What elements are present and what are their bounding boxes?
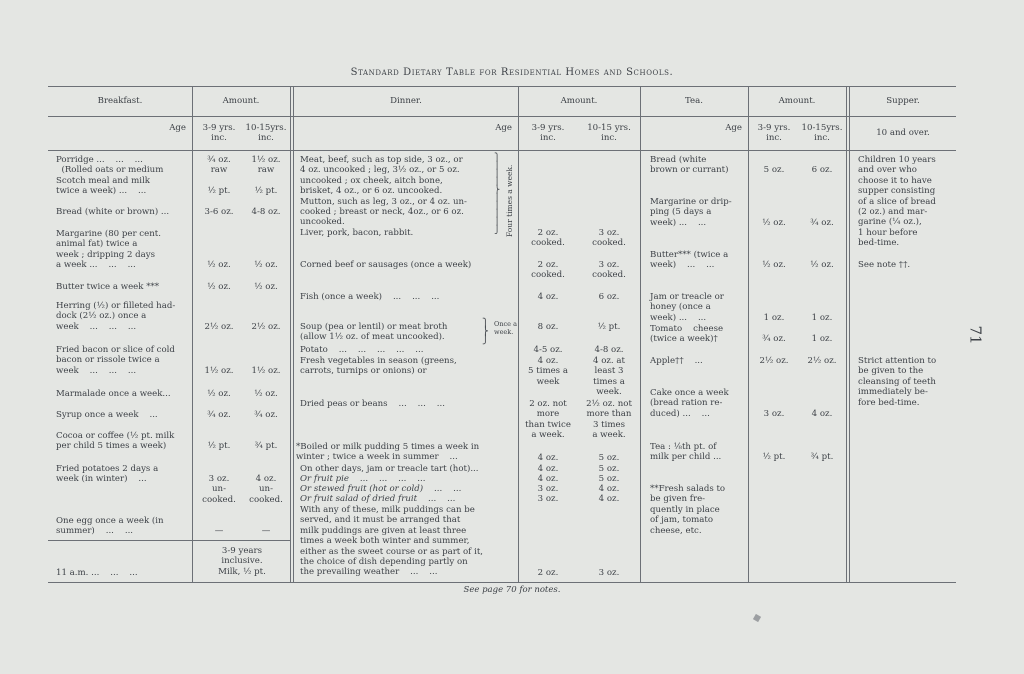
tea-milk-amount-b: ¾ pt.	[810, 452, 834, 462]
supper-teeth: Strict attention to be given to the cleansing of teeth immediately be- fore bed-time.	[858, 356, 937, 408]
header-rule	[48, 116, 956, 117]
breakfast-margarine-amount-b: ½ oz.	[254, 260, 278, 270]
tea-bread-amount-a: 5 oz.	[763, 165, 785, 175]
col-rule	[846, 86, 847, 582]
age-label-2: Age	[495, 123, 512, 133]
dinner-fish-amount-a: 4 oz.	[537, 292, 559, 302]
col-rule	[640, 86, 641, 582]
dinner-veg-amount-a: 4 oz. 5 times a week	[528, 356, 568, 387]
dinner-fish-amount-b: 6 oz.	[598, 292, 620, 302]
age-label-1: Age	[169, 123, 186, 133]
breakfast-herring: Herring (½) or filleted had- dock (2½ oz.) once a week ... ... ...	[56, 301, 176, 332]
dinner-note-amount-a: 2 oz.	[537, 568, 559, 578]
dinner-note-amount-b: 3 oz.	[598, 568, 620, 578]
breakfast-butter-amount-a: ½ oz.	[207, 282, 231, 292]
age-3-9-1: 3-9 yrs. inc.	[202, 123, 236, 144]
tea-bread-amount-b: 6 oz.	[811, 165, 833, 175]
dinner-soup-amount-a: 8 oz.	[537, 322, 559, 332]
dinner-liver: Liver, pork, bacon, rabbit.	[300, 228, 414, 238]
dinner-note: With any of these, milk puddings can be served, and it must be arranged that milk puddings are given at least three times a week both winter and summer, either as the sweet course or as part of it, the choice of dish depending partly on the prevailing weather ... ...	[300, 505, 484, 578]
tea-tomato-amount-a: ¾ oz.	[762, 334, 786, 344]
eleven-rule	[48, 540, 290, 541]
breakfast-bread: Bread (white or brown) ...	[56, 207, 170, 217]
breakfast-eleven-amount: 3-9 years inclusive. Milk, ½ pt.	[218, 546, 266, 577]
soup-brace: ⎫ ⎬ ⎭	[482, 319, 489, 345]
tea-apple-amount-a: 2½ oz.	[759, 356, 789, 366]
age-10-15-1: 10-15yrs. inc.	[245, 123, 287, 144]
breakfast-cocoa-amount-a: ½ pt.	[207, 441, 231, 451]
breakfast-bread-amount-b: 4-8 oz.	[251, 207, 281, 217]
header-tea: Tea.	[684, 96, 703, 106]
page-number: 71	[966, 325, 985, 345]
dinner-corned-amount-a: 2 oz. cooked.	[531, 260, 565, 281]
breakfast-syrup-amount-a: ¾ oz.	[207, 410, 231, 420]
breakfast-syrup: Syrup once a week ...	[56, 410, 158, 420]
dinner-jam-tart: On other days, jam or treacle tart (hot)...	[300, 464, 479, 474]
dinner-salad: Or fruit salad of dried fruit ... ...	[300, 494, 456, 504]
tea-tomato-amount-b: 1 oz.	[811, 334, 833, 344]
table-top-rule	[48, 86, 956, 87]
dinner-salad-amount-a: 3 oz.	[537, 494, 559, 504]
header-dinner: Dinner.	[390, 96, 422, 106]
breakfast-potatoes-amount-a: 3 oz. un- cooked.	[202, 474, 236, 505]
breakfast-egg-amount-b: —	[261, 526, 271, 536]
ink-mark	[753, 614, 761, 622]
once-week-note: Once a week.	[494, 320, 517, 336]
breakfast-porridge-amount-a: ¾ oz. raw ½ pt.	[207, 155, 231, 197]
breakfast-margarine-amount-a: ½ oz.	[207, 260, 231, 270]
dinner-potato-amount-a: 4-5 oz.	[533, 345, 563, 355]
col-rule	[518, 86, 519, 582]
footer-note: See page 70 for notes.	[463, 585, 561, 595]
tea-butter: Butter*** (twice a week) ... ...	[650, 250, 729, 271]
dinner-veg: Fresh vegetables in season (greens, carrots, turnips or onions) or	[300, 356, 457, 377]
breakfast-eleven: 11 a.m. ... ... ...	[56, 568, 138, 578]
header-supper: Supper.	[886, 96, 920, 106]
dinner-stewed-amount-a: 3 oz.	[537, 484, 559, 494]
dinner-potato-amount-b: 4-8 oz.	[594, 345, 624, 355]
age-3-9-3: 3-9 yrs. inc.	[757, 123, 791, 144]
dinner-corned: Corned beef or sausages (once a week)	[300, 260, 472, 270]
tea-milk-amount-a: ½ pt.	[762, 452, 786, 462]
dinner-jam-amount-b: 5 oz.	[598, 464, 620, 474]
breakfast-butter: Butter twice a week ***	[56, 282, 160, 292]
dinner-pudding-amount-a: 4 oz.	[537, 453, 559, 463]
dinner-corned-amount-b: 3 oz. cooked.	[592, 260, 626, 281]
dinner-fish: Fish (once a week) ... ... ...	[300, 292, 440, 302]
dinner-soup: Soup (pea or lentil) or meat broth (allow 1½ oz. of meat uncooked).	[300, 322, 448, 343]
tea-cake-amount-b: 4 oz.	[811, 409, 833, 419]
table-bottom-rule	[48, 582, 956, 583]
tea-margarine-amount-b: ¾ oz.	[810, 218, 834, 228]
tea-butter-amount-a: ½ oz.	[762, 260, 786, 270]
dinner-veg-amount-b: 4 oz. at least 3 times a week.	[593, 356, 625, 398]
dinner-meat: Meat, beef, such as top side, 3 oz., or 4 oz. uncooked ; leg, 3½ oz., or 5 oz. uncooked ; ox cheek, aitch bone, brisket, 4 oz., or 6 oz. uncooked. Mutton, such as leg, 3 oz., or 4 oz. un- cooked ; breast or neck, 4oz., or 6 oz. uncooked.	[300, 155, 467, 228]
breakfast-marmalade: Marmalade once a week...	[56, 389, 171, 399]
age-10-15-3: 10-15yrs. inc.	[801, 123, 843, 144]
breakfast-cocoa: Cocoa or coffee (½ pt. milk per child 5 times a week)	[56, 431, 175, 452]
breakfast-margarine: Margarine (80 per cent. animal fat) twice a week ; dripping 2 days a week ... ... ...	[56, 229, 161, 271]
col-rule	[293, 86, 294, 582]
dinner-pie-amount-b: 5 oz.	[598, 474, 620, 484]
supper-age: 10 and over.	[876, 128, 930, 138]
page-title: Standard Dietary Table for Residential Homes and Schools.	[350, 67, 674, 78]
header-amount-3: Amount.	[778, 96, 816, 106]
tea-cake: Cake once a week (bread ration re- duced) ... ...	[650, 388, 729, 419]
col-rule	[192, 86, 193, 582]
four-times-note: Four times a week.	[505, 164, 514, 237]
age-label-3: Age	[725, 123, 742, 133]
dinner-salad-amount-b: 4 oz.	[598, 494, 620, 504]
header-amount-2: Amount.	[560, 96, 598, 106]
breakfast-marmalade-amount-b: ½ oz.	[254, 389, 278, 399]
dinner-pudding-amount-b: 5 oz.	[598, 453, 620, 463]
tea-cake-amount-a: 3 oz.	[763, 409, 785, 419]
dinner-stewed: Or stewed fruit (hot or cold) ... ...	[300, 484, 462, 494]
dinner-pie: Or fruit pie ... ... ... ...	[300, 474, 426, 484]
age-10-15-2: 10-15 yrs. inc.	[587, 123, 631, 144]
breakfast-butter-amount-b: ½ oz.	[254, 282, 278, 292]
breakfast-egg-amount-a: —	[214, 526, 224, 536]
dinner-peas-amount-a: 2 oz. not more than twice a week.	[525, 399, 571, 441]
breakfast-bread-amount-a: 3-6 oz.	[204, 207, 234, 217]
dinner-pie-amount-a: 4 oz.	[537, 474, 559, 484]
col-rule	[748, 86, 749, 582]
tea-jam-amount-a: 1 oz.	[763, 313, 785, 323]
breakfast-bacon: Fried bacon or slice of cold bacon or rissole twice a week ... ... ...	[56, 345, 175, 376]
tea-salads-note: **Fresh salads to be given fre- quently in place of jam, tomato cheese, etc.	[650, 484, 726, 536]
breakfast-herring-amount-b: 2½ oz.	[251, 322, 281, 332]
dinner-jam-amount-a: 4 oz.	[537, 464, 559, 474]
age-3-9-2: 3-9 yrs. inc.	[531, 123, 565, 144]
header-breakfast: Breakfast.	[97, 96, 143, 106]
col-rule	[849, 86, 850, 582]
breakfast-egg: One egg once a week (in summer) ... ...	[56, 516, 164, 537]
breakfast-porridge-amount-b: 1½ oz. raw ½ pt.	[251, 155, 281, 197]
supper-see-note: See note ††.	[858, 260, 911, 270]
col-rule	[290, 86, 291, 582]
breakfast-marmalade-amount-a: ½ oz.	[207, 389, 231, 399]
dinner-liver-amount-b: 3 oz. cooked.	[592, 228, 626, 249]
tea-apple-amount-b: 2½ oz.	[807, 356, 837, 366]
dinner-potato: Potato ... ... ... ... ...	[300, 345, 424, 355]
meat-brace: ⎫ ⎪ ⎪ ⎪ ⎬ ⎪ ⎪ ⎪ ⎪ ⎭	[494, 153, 500, 234]
dinner-pudding: *Boiled or milk pudding 5 times a week in winter ; twice a week in summer ...	[296, 442, 480, 463]
dinner-peas-amount-b: 2½ oz. not more than 3 times a week.	[586, 399, 632, 441]
tea-apple: Apple†† ...	[650, 356, 703, 366]
tea-butter-amount-b: ½ oz.	[810, 260, 834, 270]
tea-milk: Tea : ⅛th pt. of milk per child ...	[650, 442, 722, 463]
breakfast-bacon-amount-b: 1½ oz.	[251, 366, 281, 376]
tea-jam: Jam or treacle or honey (once a week) ... ...	[650, 292, 724, 323]
dinner-peas: Dried peas or beans ... ... ...	[300, 399, 445, 409]
header-amount-1: Amount.	[222, 96, 260, 106]
breakfast-cocoa-amount-b: ¾ pt.	[254, 441, 278, 451]
dinner-stewed-amount-b: 4 oz.	[598, 484, 620, 494]
tea-bread: Bread (white brown or currant)	[650, 155, 729, 176]
breakfast-porridge: Porridge ... ... ... (Rolled oats or medium Scotch meal and milk twice a week) ... ...	[56, 155, 164, 197]
tea-jam-amount-b: 1 oz.	[811, 313, 833, 323]
tea-margarine: Margarine or drip- ping (5 days a week) ... ...	[650, 197, 732, 228]
breakfast-potatoes-amount-b: 4 oz. un- cooked.	[249, 474, 283, 505]
tea-tomato: Tomato cheese (twice a week)†	[650, 324, 724, 345]
breakfast-syrup-amount-b: ¾ oz.	[254, 410, 278, 420]
dinner-liver-amount-a: 2 oz. cooked.	[531, 228, 565, 249]
supper-children: Children 10 years and over who choose it to have supper consisting of a slice of bread (2 oz.) and mar- garine (¼ oz.), 1 hour before bed-time.	[858, 155, 936, 249]
breakfast-potatoes: Fried potatoes 2 days a week (in winter) ...	[56, 464, 159, 485]
dinner-soup-amount-b: ½ pt.	[597, 322, 621, 332]
breakfast-bacon-amount-a: 1½ oz.	[204, 366, 234, 376]
subheader-rule	[48, 150, 956, 151]
tea-margarine-amount-a: ½ oz.	[762, 218, 786, 228]
breakfast-herring-amount-a: 2½ oz.	[204, 322, 234, 332]
